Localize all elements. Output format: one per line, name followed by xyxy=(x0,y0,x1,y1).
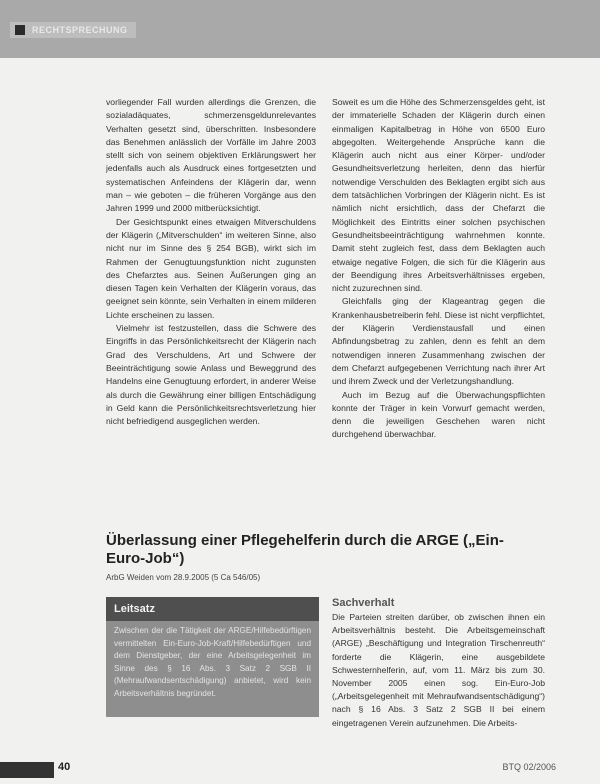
left-text-column xyxy=(106,96,316,428)
paragraph: Auch im Bezug auf die Überwachungspflichten konnte der Träger in kein Vorwurf gemacht werden, denn die jeweiligen Geschehen waren nicht durchgehend überwachbar. xyxy=(332,389,545,440)
journal-issue: BTQ 02/2006 xyxy=(502,762,556,772)
section-label: RECHTSPRECHUNG xyxy=(10,22,136,38)
footer-bar xyxy=(0,762,54,778)
sachverhalt-title: Sachverhalt xyxy=(332,597,395,609)
sachverhalt-text: Die Parteien streiten darüber, ob zwischen ihnen ein Arbeitsverhältnis besteht. Die Arbeitsgemeinschaft (ARGE) „Beschäftigung und Integration Tirschenreuth“ forderte die Klägerin, eine ausgebildete Schwesternhelferin, auf, vom 11. März bis zum 30. November 2005 einen sog. Ein-Euro-Job („Arbeitsgelegenheit mit Mehraufwandsentschädigung“) nach § 16 Abs. 3 Satz 2 SGB II bei einem eingetragenen Verein aufzunehmen. Die Arbeits- xyxy=(332,612,545,728)
right-text-column xyxy=(332,96,545,442)
paragraph: vorliegender Fall wurden allerdings die Grenzen, die sozialadäquates, schmerzensgeldunrelevantes Verhalten gesetzt sind, überschritten. Insbesondere das Benehmen anlässlich der Vorfälle im Jahre 2003 stellt sich von seinem objektiven Erklärungswert her jedenfalls auch als Ausdruck eines fortgesetzten und systematischen Anfeindens der Klägerin dar, wenn man – wie geboten – die früheren Vorgänge aus den Jahren 1999 und 2000 mitberücksichtigt. xyxy=(106,97,316,214)
header-bar xyxy=(0,0,600,58)
leitsatz-text: Zwischen der die Tätigkeit der ARGE/Hilfebedürftigen vermittelten Ein-Euro-Job-Kraft/Hilfebedürftigen und dem Dienstgeber, der eine Arbeitsgelegenheit im Sinne des § 16 Abs. 3 Satz 2 SGB II (Mehraufwandsentschädigung) anbietet, wird kein Arbeitsverhältnis begründet. xyxy=(114,626,311,698)
article-heading: Überlassung einer Pflegehelferin durch die ARGE („Ein-Euro-Job“) xyxy=(106,532,504,567)
court-citation: ArbG Weiden vom 28.9.2005 (5 Ca 546/05) xyxy=(106,573,261,582)
leitsatz-box xyxy=(106,597,319,717)
page-number: 40 xyxy=(58,761,71,773)
paragraph: Vielmehr ist festzustellen, dass die Schwere des Eingriffs in das Persönlichkeitsrecht der Klägerin nach Grad des Verschuldens, Art und Schwere der Beeinträchtigung sowie Anlass und Beweggrund des Handelns eine Genugtuung erfordert, in anderer Weise als durch die Gewährung einer billigen Entschädigung in Geld kann die Persönlichkeitsrechtsverletzung hier nicht befriedigend ausgeglichen werden. xyxy=(106,323,316,427)
paragraph: Soweit es um die Höhe des Schmerzensgeldes geht, ist der immaterielle Schaden der Klägerin durch einen einmaligen Kapitalbetrag in Höhe von 6500 Euro abgegolten. Weitergehende Ansprüche kann die Klägerin auch nicht aus einer Körper- und/oder Gesundheitsverletzung herleiten, denn das hierfür notwendige Verschulden des Beklagten ergibt sich aus dem tatsächlichen Vorbringen der Klägerin nicht. Es ist nämlich nicht ersichtlich, dass der Chefarzt die Möglichkeit des Eintritts einer solchen psychischen Gesundheitsbeeinträchtigung wahrnehmen konnte. Damit steht zugleich fest, dass dem Beklagten auch etwaige negative Folgen, die sich für die Klägerin aus der Beendigung ihres Arbeitsverhältnisses ergeben, nicht zuzurechnen sind. xyxy=(332,97,545,294)
paragraph: Der Gesichtspunkt eines etwaigen Mitverschuldens der Klägerin („Mitverschulden“ im weiteren Sinne, also nicht nur im Sinne des § 254 BGB), wirkt sich im Rahmen der Genugtuungsfunktion nicht zugunsten des Chefarztes aus. Seinen Äußerungen ging an diesen Tagen kein Verhalten der Klägerin voraus, das geeignet sein könnte, sein Verhalten in einem milderen Lichte erscheinen zu lassen. xyxy=(106,216,316,320)
paragraph: Gleichfalls ging der Klageantrag gegen die Krankenhausbetreiberin fehl. Diese ist nicht verpflichtet, der Klägerin Verdienstausfall und einen Abfindungsbetrag zu zahlen, denn es fehlt an dem notwendigen inneren Zusammenhang zwischen der dem Chefarzt aufgegebenen Verrichtung nach ihrer Art und ihrem Zweck und der Verletzungshandlung. xyxy=(332,296,545,387)
leitsatz-title: Leitsatz xyxy=(106,597,319,621)
